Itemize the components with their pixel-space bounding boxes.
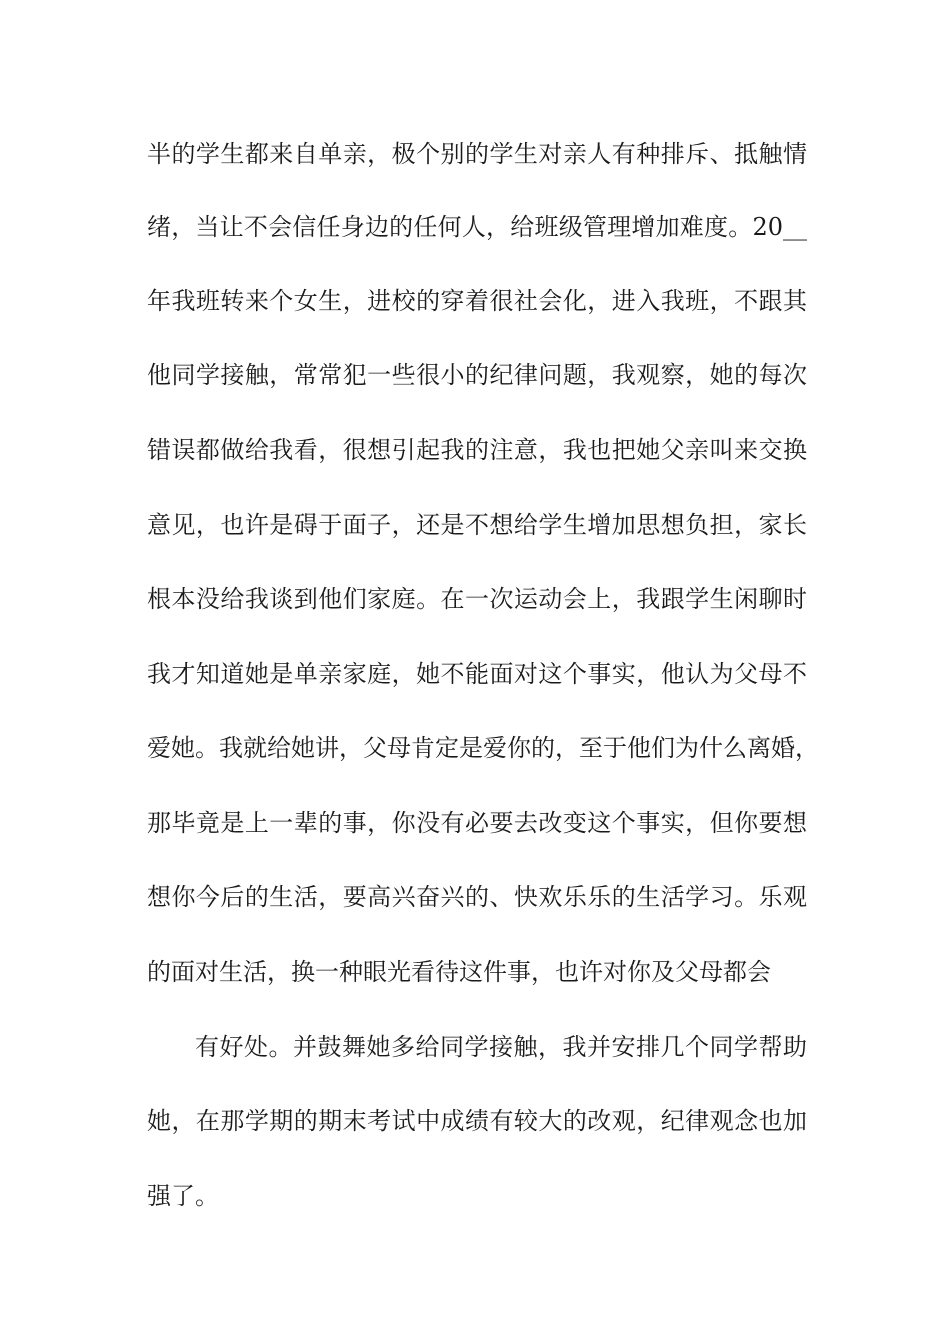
text-line: 那毕竟是上一辈的事，你没有必要去改变这个事实，但你要想 (147, 809, 807, 837)
text-line: 想你今后的生活，要高兴奋兴的、快欢乐乐的生活学习。乐观 (147, 883, 807, 911)
text-line: 爱她。我就给她讲，父母肯定是爱你的，至于他们为什么离婚， (147, 734, 819, 762)
text-line: 意见，也许是碍于面子，还是不想给学生增加思想负担，家长 (147, 511, 807, 539)
text-line: 他同学接触，常常犯一些很小的纪律问题，我观察，她的每次 (147, 361, 807, 389)
text-line: 我才知道她是单亲家庭，她不能面对这个事实，他认为父母不 (147, 660, 807, 688)
text-line: 错误都做给我看，很想引起我的注意，我也把她父亲叫来交换 (147, 436, 807, 464)
text-line: 半的学生都来自单亲，极个别的学生对亲人有种排斥、抵触情 (147, 140, 807, 168)
text-line: 的面对生活，换一种眼光看待这件事，也许对你及父母都会 (147, 958, 771, 986)
text-line: 有好处。并鼓舞她多给同学接触，我并安排几个同学帮助 (195, 1033, 807, 1061)
text-line: 强了。 (147, 1182, 219, 1210)
text-line: 绪，当让不会信任身边的任何人，给班级管理增加难度。20__ (147, 213, 807, 241)
text-line: 年我班转来个女生，进校的穿着很社会化，进入我班，不跟其 (147, 287, 807, 315)
text-line: 她，在那学期的期末考试中成绩有较大的改观，纪律观念也加 (147, 1107, 807, 1135)
text-line: 根本没给我谈到他们家庭。在一次运动会上，我跟学生闲聊时 (147, 585, 807, 613)
